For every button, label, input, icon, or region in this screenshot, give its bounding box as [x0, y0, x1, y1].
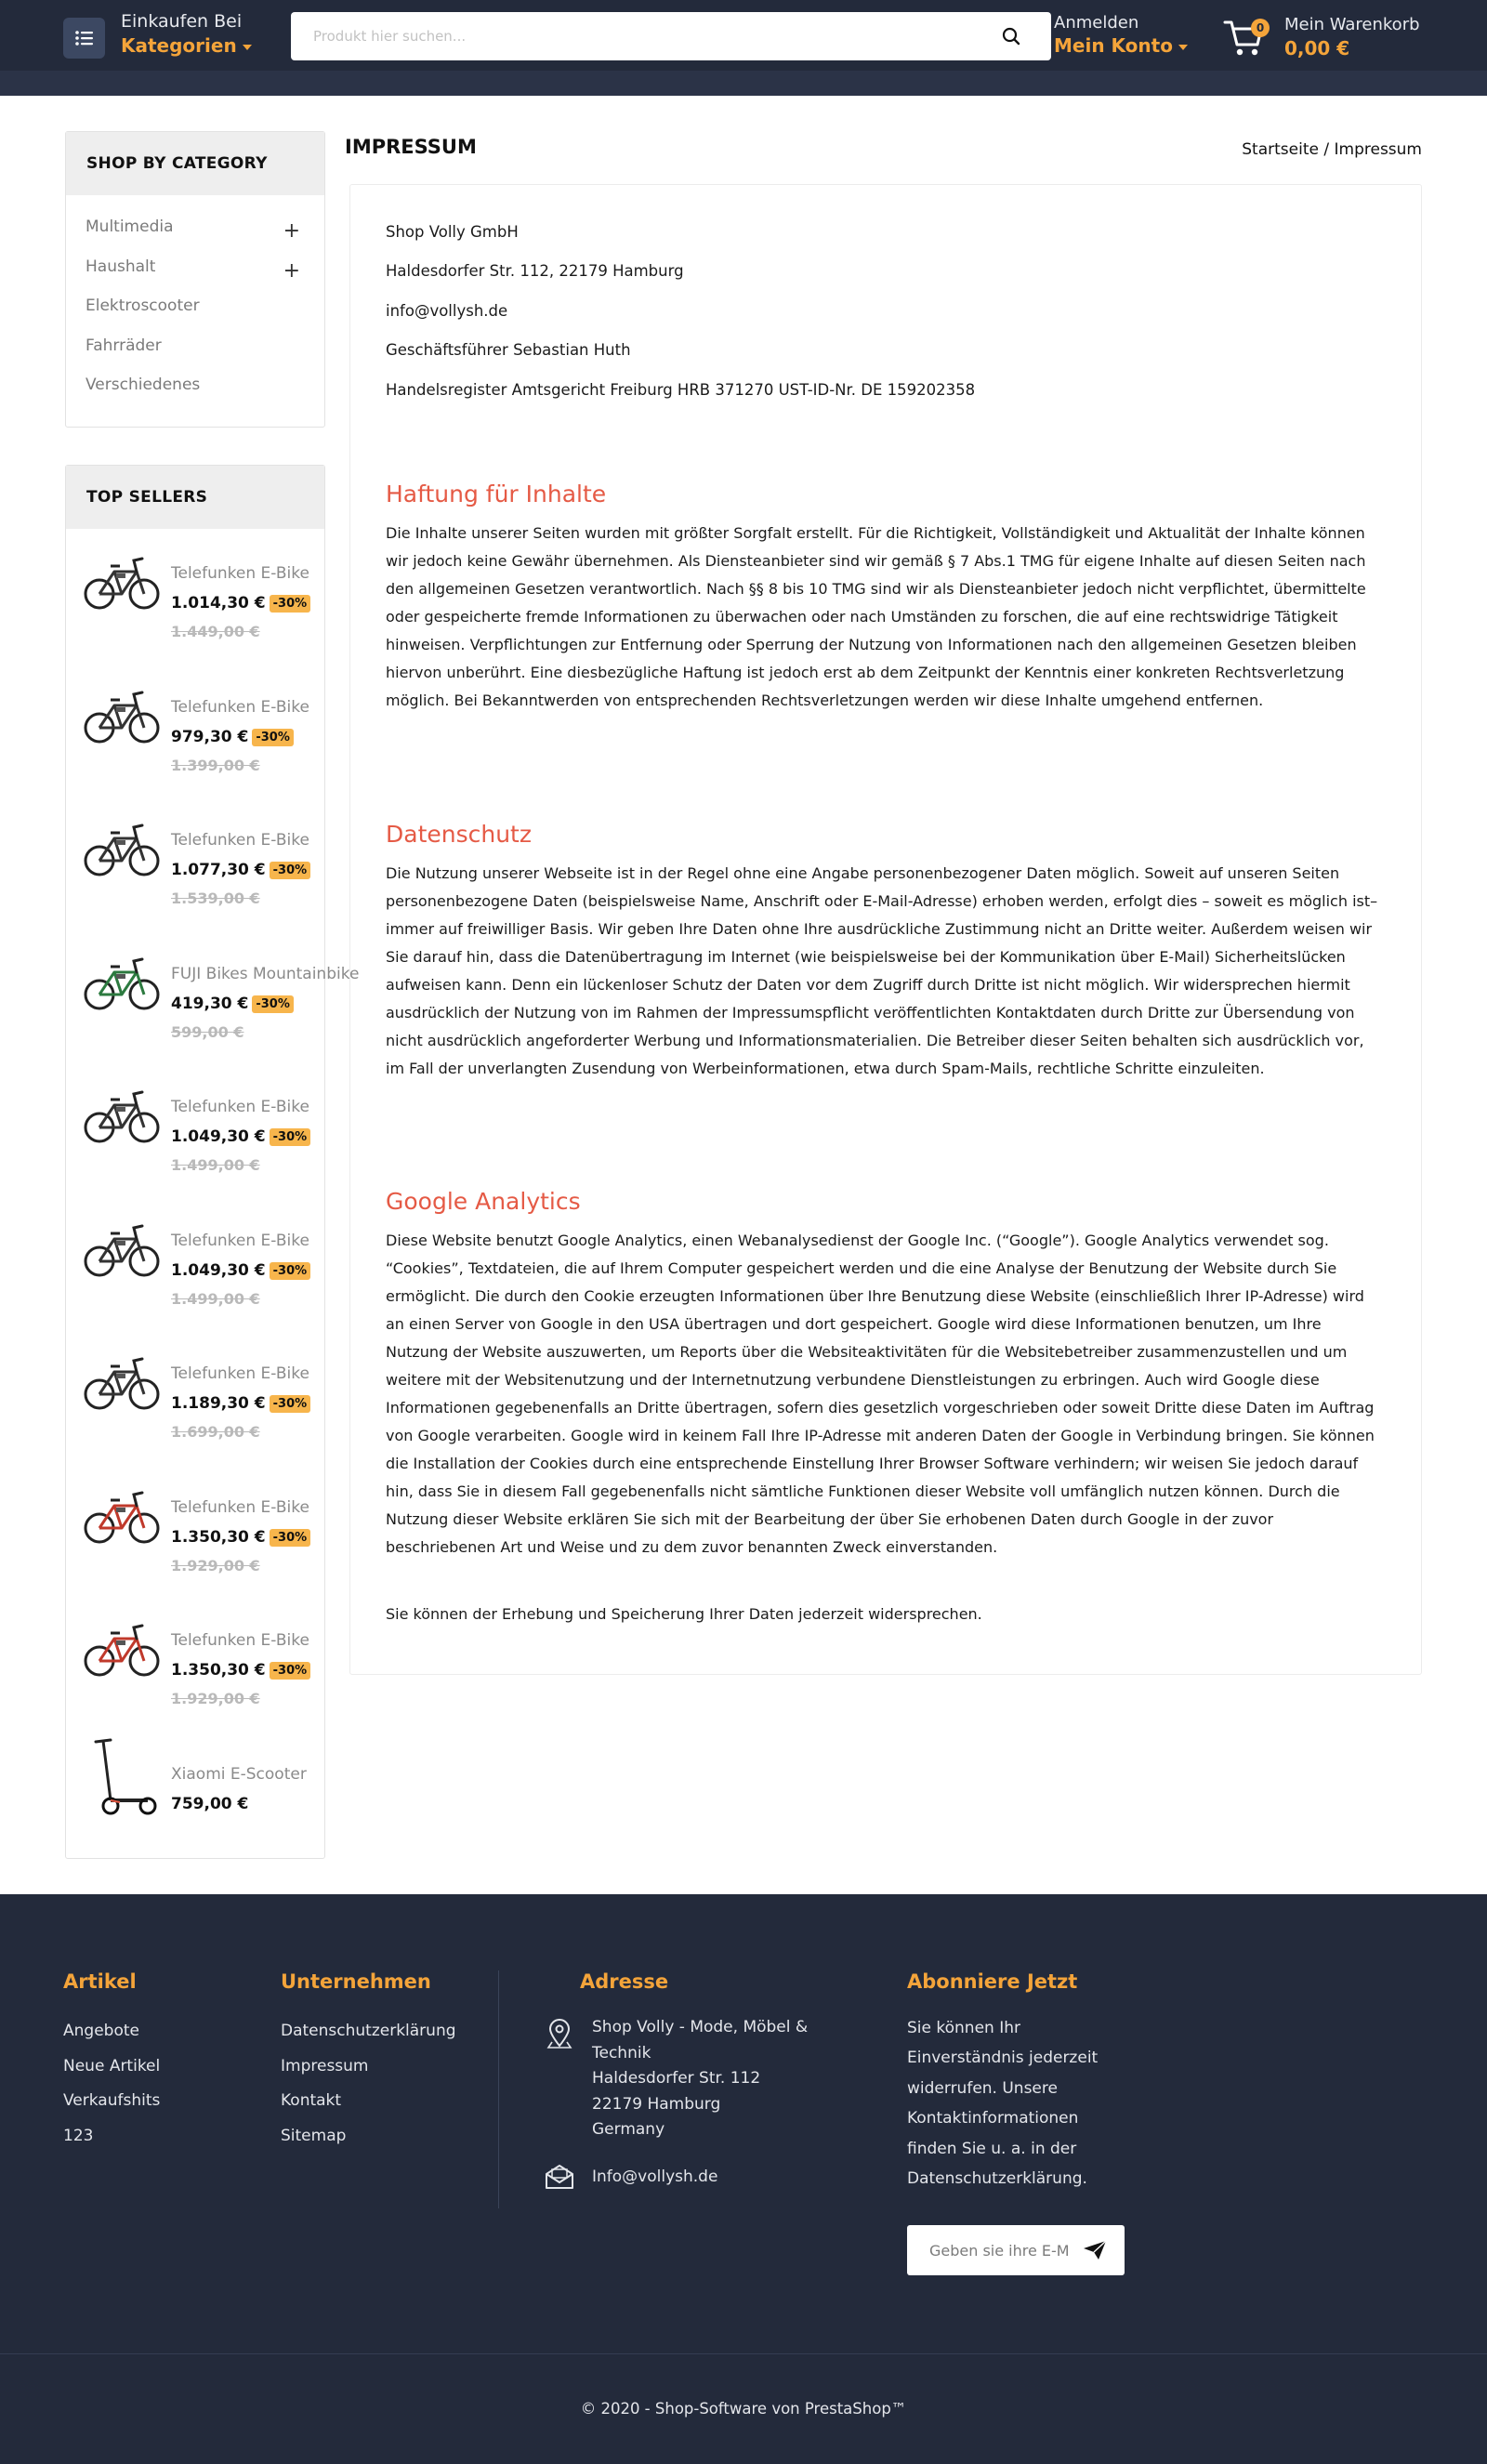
top-sellers-box	[65, 465, 360, 1859]
location-pin-icon	[546, 2018, 572, 2049]
subscribe-text-2: Einverständnis jederzeit	[907, 2049, 1099, 2067]
mountain-bike-image[interactable]	[83, 948, 161, 1017]
account-dropdown[interactable]	[1054, 34, 1188, 57]
search-submit-button[interactable]	[983, 12, 1039, 60]
chevron-down-icon	[1178, 45, 1188, 50]
product-price-row	[171, 1528, 310, 1547]
company-register: Handelsregister Amtsgericht Freiburg HRB 371270 UST-ID-Nr. DE 159202358	[386, 381, 976, 399]
footer-link-datenschutz[interactable]: Datenschutzerklärung	[281, 2022, 456, 2040]
product-price-row	[171, 861, 310, 879]
subscribe-text-5: finden Sie u. a. in der	[907, 2140, 1077, 2158]
product-price: 979,30 €	[171, 727, 249, 746]
folding-ebike-image[interactable]	[83, 681, 161, 750]
mtb-ebike-image[interactable]	[83, 1482, 161, 1550]
product-old-price: 1.699,00 €	[171, 1423, 260, 1441]
product-price-row	[171, 1394, 310, 1413]
top-seller-item[interactable]	[66, 1463, 324, 1596]
product-name-link[interactable]: Telefunken E-Bike	[171, 1631, 309, 1650]
footer-link-neue-artikel[interactable]: Neue Artikel	[63, 2057, 161, 2075]
top-seller-item[interactable]	[66, 1329, 324, 1462]
product-price: 1.049,30 €	[171, 1260, 266, 1280]
header-strip	[0, 71, 1487, 96]
section-text-datenschutz: Die Nutzung unserer Webseite ist in der Regel ohne eine Angabe personenbezogener Daten möglich. Soweit auf unseren Seiten personenbezogene Daten (beispielsweise Name, Anschrift oder E-Mail-Adresse) erhoben werden, erfolgt dies – soweit es möglich ist– immer auf freiwilliger Basis. Wir geben Ihre Daten ohne Ihre ausdrückliche Zustimmung nicht an Dritte weiter. Außerdem weisen wir Sie darauf hin, dass die Datenübertragung im Internet (wie beispielsweise bei der Kommunikation über E-Mail) Sicherheitslücken aufweisen kann. Denn ein lückenloser Schutz der Daten vor dem Zugriff durch Dritte ist nicht möglich. Wir widersprechen hiermit ausdrücklich der Nutzung von im Rahmen der Impressumspflicht veröffentlichten Kontaktdaten durch Dritte zur Übersendung von nicht ausdrücklich angeforderter Werbung und Informationsmaterialien. Die Betreiber dieser Seiten behalten sich ausdrücklich vor, im Fall der unverlangten Zusendung von Werbeinformationen, etwa durch Spam-Mails, rechtliche Schritte einzuleiten.	[386, 864, 1378, 1077]
footer-email-link[interactable]: Info@vollysh.de	[592, 2168, 718, 2186]
expand-plus-icon[interactable]: +	[283, 219, 300, 243]
city-ebike-image[interactable]	[83, 814, 161, 883]
folding-ebike-image[interactable]	[83, 547, 161, 616]
footer-divider	[498, 1970, 499, 2208]
footer-link-impressum[interactable]: Impressum	[281, 2057, 369, 2075]
product-price-row	[171, 995, 294, 1013]
product-price-row	[171, 728, 294, 746]
categories-menu-button[interactable]	[63, 18, 105, 59]
trekking-ebike-image[interactable]	[83, 1348, 161, 1416]
category-list	[66, 195, 324, 415]
category-item-elektroscooter[interactable]	[66, 296, 324, 336]
mtb-ebike-image[interactable]	[83, 1614, 161, 1683]
site-header	[0, 0, 1487, 71]
category-item-verschiedenes[interactable]	[66, 376, 324, 415]
footer-heading-subscribe: Abonniere Jetzt	[907, 1970, 1078, 1993]
section-text-analytics-2: Sie können der Erhebung und Speicherung Ihrer Daten jederzeit widersprechen.	[386, 1605, 982, 1623]
footer-link-sitemap[interactable]: Sitemap	[281, 2127, 347, 2145]
newsletter-submit-button[interactable]	[1074, 2234, 1115, 2266]
category-item-fahrraeder[interactable]	[66, 336, 324, 376]
product-old-price: 599,00 €	[171, 1022, 244, 1041]
discount-badge: -30%	[252, 995, 294, 1013]
discount-badge: -30%	[270, 595, 311, 613]
top-seller-item[interactable]	[66, 1596, 324, 1729]
escooter-image[interactable]	[83, 1735, 161, 1804]
subscribe-text-1: Sie können Ihr	[907, 2019, 1020, 2037]
category-label: Verschiedenes	[86, 376, 201, 394]
address-line-4: 22179 Hamburg	[592, 2095, 721, 2114]
page-title: IMPRESSUM	[345, 136, 477, 158]
section-text-analytics: Diese Website benutzt Google Analytics, einen Webanalysedienst der Google Inc. (“Google”). Google Analytics verwendet sog. “Cookies”, Textdateien, die auf Ihrem Computer gespeichert werden und die eine Analyse der Benutzung der Website durch Sie ermöglicht. Die durch den Cookie erzeugten Informationen über Ihre Benutzung diese Website (einschließlich Ihrer IP-Adresse) wird an einen Server von Google in den USA übertragen und dort gespeichert. Google wird diese Informationen benutzen, um Ihre Nutzung der Website auszuwerten, um Reports über die Websiteaktivitäten für die Websitebetreiber zusammenzustellen und um weitere mit der Websitenutzung und der Internetnutzung verbundene Dienstleistungen zu erbringen. Auch wird Google diese Informationen gegebenenfalls an Dritte übertragen, sofern dies gesetzlich vorgeschrieben oder soweit Dritte diese Daten im Auftrag von Google verarbeiten. Google wird in keinem Fall Ihre IP-Adresse mit anderen Daten der Google in Verbindung bringen. Sie können die Installation der Cookies durch eine entsprechende Einstellung Ihrer Browser Software verhindern; wir weisen Sie jedoch darauf hin, dass Sie in diesem Fall gegebenenfalls nicht sämtliche Funktionen dieser Website voll umfänglich nutzen können. Durch die Nutzung dieser Website erklären Sie sich mit der Bearbeitung der über Sie erhobenen Daten durch Google in der zuvor beschriebenen Art und Weise und zu dem zuvor benannten Zweck einverstanden.	[386, 1232, 1375, 1556]
account-label: Mein Konto	[1054, 34, 1173, 57]
product-price-row	[171, 594, 310, 613]
search-bar	[291, 12, 1051, 60]
breadcrumb-separator: /	[1323, 140, 1330, 159]
newsletter-form	[907, 2225, 1125, 2275]
footer-link-123[interactable]: 123	[63, 2127, 94, 2145]
product-name-link[interactable]: Telefunken E-Bike	[171, 1497, 309, 1517]
product-price-row	[171, 1661, 310, 1680]
footer-link-kontakt[interactable]: Kontakt	[281, 2091, 342, 2110]
company-ceo: Geschäftsführer Sebastian Huth	[386, 341, 631, 359]
category-box	[65, 131, 325, 428]
address-line-2: Technik	[592, 2044, 651, 2062]
search-input[interactable]	[313, 12, 964, 60]
city-ebike-image[interactable]	[83, 1081, 161, 1150]
newsletter-email-input[interactable]	[929, 2225, 1069, 2275]
subscribe-text-3: widerrufen. Unsere	[907, 2079, 1058, 2098]
address-line-1: Shop Volly - Mode, Möbel &	[592, 2018, 809, 2036]
categories-dropdown[interactable]	[121, 34, 252, 57]
product-price: 1.014,30 €	[171, 594, 266, 613]
discount-badge: -30%	[270, 1128, 311, 1146]
breadcrumb-current: Impressum	[1334, 140, 1422, 159]
category-box-title: SHOP BY CATEGORY	[66, 132, 324, 195]
categories-label: Kategorien	[121, 34, 237, 57]
company-email: info@vollysh.de	[386, 302, 508, 320]
mail-icon	[545, 2164, 574, 2190]
product-name-link[interactable]: Telefunken E-Bike	[171, 831, 309, 850]
product-price: 419,30 €	[171, 994, 249, 1013]
breadcrumb-home-link[interactable]: Startseite	[1242, 140, 1319, 159]
product-price: 1.350,30 €	[171, 1527, 266, 1547]
product-name-link[interactable]: Telefunken E-Bike	[171, 1364, 309, 1383]
footer-bottom-divider	[0, 2353, 1487, 2354]
product-old-price: 1.499,00 €	[171, 1156, 260, 1174]
product-old-price: 1.929,00 €	[171, 1690, 260, 1707]
impressum-content	[349, 184, 1422, 1675]
section-heading-analytics: Google Analytics	[386, 1188, 581, 1215]
top-seller-item[interactable]	[66, 796, 324, 929]
cart-label[interactable]: Mein Warenkorb	[1284, 15, 1420, 34]
product-old-price: 1.449,00 €	[171, 623, 260, 640]
top-seller-item[interactable]	[66, 529, 324, 662]
category-label: Haushalt	[86, 257, 156, 276]
footer-link-verkaufshits[interactable]: Verkaufshits	[63, 2091, 161, 2110]
top-seller-item[interactable]	[66, 663, 324, 796]
discount-badge: -30%	[270, 1662, 311, 1680]
product-price: 759,00 €	[171, 1794, 249, 1813]
product-name-link[interactable]: Telefunken E-Bike	[171, 1231, 309, 1250]
subscribe-text-4: Kontaktinformationen	[907, 2109, 1079, 2128]
shop-label: Einkaufen Bei	[121, 11, 243, 32]
product-price: 1.049,30 €	[171, 1127, 266, 1146]
product-price: 1.077,30 €	[171, 861, 266, 879]
top-sellers-title: TOP SELLERS	[66, 466, 324, 529]
product-old-price: 1.399,00 €	[171, 756, 260, 774]
login-link[interactable]: Anmelden	[1054, 13, 1139, 33]
product-name-link[interactable]: FUJI Bikes Mountainbike	[171, 964, 360, 983]
top-seller-item[interactable]	[66, 1196, 324, 1329]
category-item-multimedia[interactable]	[66, 217, 324, 257]
chevron-down-icon	[243, 45, 252, 50]
category-label: Multimedia	[86, 217, 174, 236]
company-address: Haldesdorfer Str. 112, 22179 Hamburg	[386, 262, 684, 280]
send-icon	[1083, 2240, 1107, 2260]
product-old-price: 1.929,00 €	[171, 1556, 260, 1575]
product-price-row	[171, 1127, 310, 1146]
expand-plus-icon[interactable]: +	[283, 258, 300, 283]
product-old-price: 1.539,00 €	[171, 889, 260, 907]
product-old-price: 1.499,00 €	[171, 1289, 260, 1308]
search-icon	[1002, 27, 1020, 46]
category-item-haushalt[interactable]	[66, 257, 324, 297]
copyright-text: © 2020 - Shop-Software von PrestaShop™	[580, 2400, 907, 2418]
footer-link-angebote[interactable]: Angebote	[63, 2022, 139, 2040]
list-icon	[74, 30, 95, 46]
discount-badge: -30%	[270, 1395, 311, 1413]
product-price: 1.350,30 €	[171, 1661, 266, 1680]
product-name-link[interactable]: Telefunken E-Bike	[171, 1098, 309, 1116]
cart-count-badge: 0	[1251, 19, 1270, 37]
subscribe-text-6: Datenschutzerklärung.	[907, 2169, 1087, 2188]
section-heading-datenschutz: Datenschutz	[386, 821, 532, 848]
company-name: Shop Volly GmbH	[386, 223, 519, 241]
site-footer	[0, 1894, 1487, 2464]
product-price: 1.189,30 €	[171, 1394, 266, 1413]
address-line-3: Haldesdorfer Str. 112	[592, 2069, 761, 2088]
product-name-link[interactable]: Telefunken E-Bike	[171, 564, 309, 583]
top-seller-item[interactable]	[66, 929, 360, 1062]
city-ebike-image[interactable]	[83, 1215, 161, 1284]
discount-badge: -30%	[270, 862, 311, 879]
discount-badge: -30%	[270, 1262, 311, 1280]
product-price-row	[171, 1795, 248, 1813]
top-seller-item[interactable]	[66, 1730, 324, 1863]
footer-heading-address: Adresse	[580, 1970, 669, 1993]
discount-badge: -30%	[252, 729, 294, 746]
product-price-row	[171, 1261, 310, 1280]
discount-badge: -30%	[270, 1529, 311, 1547]
cart-total: 0,00 €	[1284, 37, 1350, 59]
top-seller-item[interactable]	[66, 1062, 324, 1195]
category-label: Fahrräder	[86, 336, 162, 355]
product-name-link[interactable]: Telefunken E-Bike	[171, 697, 309, 717]
breadcrumb	[1242, 140, 1422, 159]
address-line-5: Germany	[592, 2120, 665, 2139]
footer-heading-company: Unternehmen	[281, 1970, 431, 1993]
section-text-haftung: Die Inhalte unserer Seiten wurden mit größter Sorgfalt erstellt. Für die Richtigkeit, Vollständigkeit und Aktualität der Inhalte können wir jedoch keine Gewähr übernehmen. Als Diensteanbieter sind wir gemäß § 7 Abs.1 TMG für eigene Inhalte auf diesen Seiten nach den allgemeinen Gesetzen verantwortlich. Nach §§ 8 bis 10 TMG sind wir als Diensteanbieter jedoch nicht verpflichtet, übermittelte oder gespeicherte fremde Informationen zu überwachen oder nach Umständen zu forschen, die auf eine rechtswidrige Tätigkeit hinweisen. Verpflichtungen zur Entfernung oder Sperrung der Nutzung von Informationen nach den allgemeinen Gesetzen bleiben hiervon unberührt. Eine diesbezügliche Haftung ist jedoch erst ab dem Zeitpunkt der Kenntnis einer konkreten Rechtsverletzung möglich. Bei Bekanntwerden von entsprechenden Rechtsverletzungen werden wir diese Inhalte umgehend entfernen.	[386, 524, 1366, 709]
product-name-link[interactable]: Xiaomi E-Scooter	[171, 1764, 307, 1784]
category-label: Elektroscooter	[86, 296, 200, 315]
footer-heading-articles: Artikel	[63, 1970, 137, 1993]
section-heading-haftung: Haftung für Inhalte	[386, 481, 607, 507]
